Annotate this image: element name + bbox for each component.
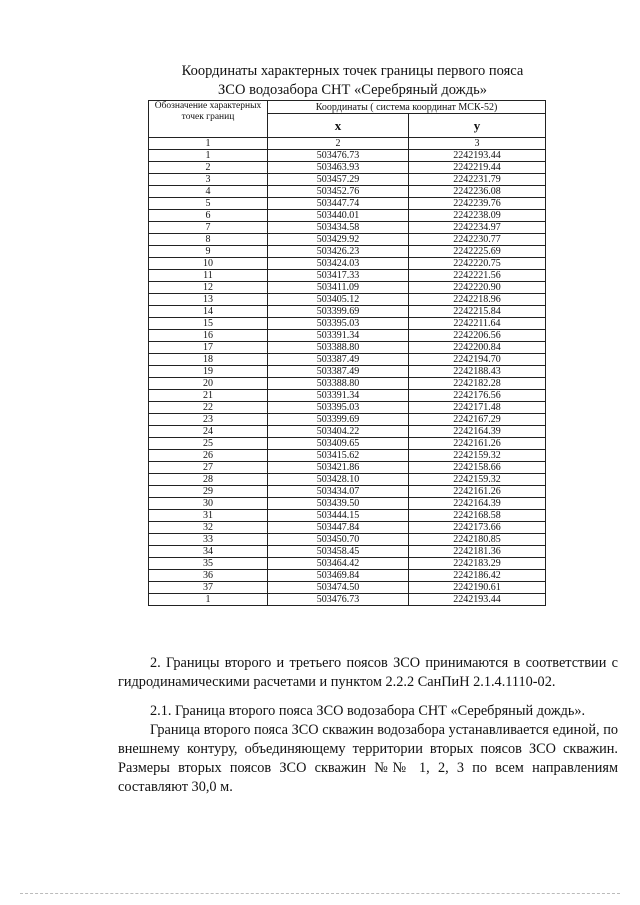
x-coordinate-cell: 503439.50 — [268, 498, 409, 510]
x-coordinate-cell: 503447.84 — [268, 522, 409, 534]
table-row — [149, 210, 546, 222]
table-row — [149, 150, 546, 162]
table-row — [149, 294, 546, 306]
y-coordinate-cell: 2242159.32 — [409, 450, 546, 462]
title-line-2: ЗСО водозабора СНТ «Серебряный дождь» — [218, 82, 487, 98]
document-title — [150, 62, 555, 100]
x-coordinate-cell: 503391.34 — [268, 330, 409, 342]
table-row — [149, 270, 546, 282]
point-number-cell: 6 — [149, 210, 268, 222]
x-coordinate-cell: 503388.80 — [268, 378, 409, 390]
x-coordinate-cell: 503474.50 — [268, 582, 409, 594]
coordinates-table — [148, 100, 546, 606]
x-coordinate-cell: 503469.84 — [268, 570, 409, 582]
numbering-cell: 2 — [268, 138, 409, 150]
y-coordinate-cell: 2242167.29 — [409, 414, 546, 426]
point-number-cell: 31 — [149, 510, 268, 522]
y-coordinate-cell: 2242215.84 — [409, 306, 546, 318]
header-designation: Обозначение характерных точек границ — [149, 101, 268, 138]
x-coordinate-cell: 503440.01 — [268, 210, 409, 222]
y-coordinate-cell: 2242238.09 — [409, 210, 546, 222]
x-coordinate-cell: 503395.03 — [268, 402, 409, 414]
x-coordinate-cell: 503476.73 — [268, 150, 409, 162]
y-coordinate-cell: 2242193.44 — [409, 150, 546, 162]
y-coordinate-cell: 2242158.66 — [409, 462, 546, 474]
x-coordinate-cell: 503405.12 — [268, 294, 409, 306]
table-row — [149, 522, 546, 534]
paragraph-second-zone-heading: 2.1. Граница второго пояса ЗСО водозабора СНТ «Серебряный дождь». — [150, 703, 586, 719]
x-coordinate-cell: 503387.49 — [268, 354, 409, 366]
point-number-cell: 10 — [149, 258, 268, 270]
numbering-cell: 1 — [149, 138, 268, 150]
y-coordinate-cell: 2242161.26 — [409, 438, 546, 450]
table-row — [149, 510, 546, 522]
x-coordinate-cell: 503476.73 — [268, 594, 409, 606]
table-row — [149, 186, 546, 198]
x-coordinate-cell: 503450.70 — [268, 534, 409, 546]
y-coordinate-cell: 2242220.75 — [409, 258, 546, 270]
table-row — [149, 498, 546, 510]
point-number-cell: 23 — [149, 414, 268, 426]
point-number-cell: 20 — [149, 378, 268, 390]
table-row — [149, 390, 546, 402]
point-number-cell: 4 — [149, 186, 268, 198]
point-number-cell: 19 — [149, 366, 268, 378]
table-row — [149, 366, 546, 378]
point-number-cell: 5 — [149, 198, 268, 210]
table-row — [149, 306, 546, 318]
x-coordinate-cell: 503464.42 — [268, 558, 409, 570]
point-number-cell: 9 — [149, 246, 268, 258]
point-number-cell: 36 — [149, 570, 268, 582]
point-number-cell: 8 — [149, 234, 268, 246]
table-row — [149, 582, 546, 594]
x-coordinate-cell: 503391.34 — [268, 390, 409, 402]
y-coordinate-cell: 2242186.42 — [409, 570, 546, 582]
y-coordinate-cell: 2242190.61 — [409, 582, 546, 594]
point-number-cell: 25 — [149, 438, 268, 450]
y-coordinate-cell: 2242236.08 — [409, 186, 546, 198]
y-coordinate-cell: 2242234.97 — [409, 222, 546, 234]
point-number-cell: 1 — [149, 594, 268, 606]
y-coordinate-cell: 2242211.64 — [409, 318, 546, 330]
x-coordinate-cell: 503428.10 — [268, 474, 409, 486]
header-coordinates: Координаты ( система координат МСК-52) — [268, 101, 546, 114]
table-row — [149, 414, 546, 426]
point-number-cell: 24 — [149, 426, 268, 438]
table-row — [149, 318, 546, 330]
point-number-cell: 1 — [149, 150, 268, 162]
x-coordinate-cell: 503388.80 — [268, 342, 409, 354]
point-number-cell: 15 — [149, 318, 268, 330]
y-coordinate-cell: 2242176.56 — [409, 390, 546, 402]
x-coordinate-cell: 503399.69 — [268, 414, 409, 426]
x-coordinate-cell: 503434.58 — [268, 222, 409, 234]
x-coordinate-cell: 503411.09 — [268, 282, 409, 294]
y-coordinate-cell: 2242159.32 — [409, 474, 546, 486]
x-coordinate-cell: 503452.76 — [268, 186, 409, 198]
table-row — [149, 462, 546, 474]
point-number-cell: 14 — [149, 306, 268, 318]
point-number-cell: 26 — [149, 450, 268, 462]
y-coordinate-cell: 2242220.90 — [409, 282, 546, 294]
y-coordinate-cell: 2242230.77 — [409, 234, 546, 246]
table-row — [149, 234, 546, 246]
y-coordinate-cell: 2242218.96 — [409, 294, 546, 306]
point-number-cell: 37 — [149, 582, 268, 594]
table-row — [149, 222, 546, 234]
table-header-row — [149, 101, 546, 114]
y-coordinate-cell: 2242164.39 — [409, 426, 546, 438]
table-row — [149, 330, 546, 342]
table-row — [149, 558, 546, 570]
table-row — [149, 174, 546, 186]
x-coordinate-cell: 503434.07 — [268, 486, 409, 498]
x-coordinate-cell: 503409.65 — [268, 438, 409, 450]
y-coordinate-cell: 2242231.79 — [409, 174, 546, 186]
y-coordinate-cell: 2242221.56 — [409, 270, 546, 282]
table-row — [149, 342, 546, 354]
y-coordinate-cell: 2242181.36 — [409, 546, 546, 558]
x-coordinate-cell: 503415.62 — [268, 450, 409, 462]
x-coordinate-cell: 503387.49 — [268, 366, 409, 378]
point-number-cell: 28 — [149, 474, 268, 486]
point-number-cell: 32 — [149, 522, 268, 534]
y-coordinate-cell: 2242171.48 — [409, 402, 546, 414]
table-row — [149, 438, 546, 450]
point-number-cell: 35 — [149, 558, 268, 570]
y-coordinate-cell: 2242219.44 — [409, 162, 546, 174]
table-row — [149, 594, 546, 606]
x-coordinate-cell: 503463.93 — [268, 162, 409, 174]
table-row — [149, 402, 546, 414]
table-row — [149, 246, 546, 258]
table-row — [149, 546, 546, 558]
point-number-cell: 17 — [149, 342, 268, 354]
y-coordinate-cell: 2242193.44 — [409, 594, 546, 606]
y-coordinate-cell: 2242200.84 — [409, 342, 546, 354]
y-coordinate-cell: 2242182.28 — [409, 378, 546, 390]
y-coordinate-cell: 2242180.85 — [409, 534, 546, 546]
x-coordinate-cell: 503426.23 — [268, 246, 409, 258]
x-coordinate-cell: 503399.69 — [268, 306, 409, 318]
point-number-cell: 18 — [149, 354, 268, 366]
table-row — [149, 486, 546, 498]
table-row — [149, 378, 546, 390]
table-row — [149, 282, 546, 294]
table-row — [149, 426, 546, 438]
point-number-cell: 27 — [149, 462, 268, 474]
point-number-cell: 13 — [149, 294, 268, 306]
point-number-cell: 21 — [149, 390, 268, 402]
table-row — [149, 198, 546, 210]
y-coordinate-cell: 2242194.70 — [409, 354, 546, 366]
table-row — [149, 570, 546, 582]
x-coordinate-cell: 503429.92 — [268, 234, 409, 246]
x-coordinate-cell: 503457.29 — [268, 174, 409, 186]
paragraph-second-zone-boundary: Граница второго пояса ЗСО скважин водозабора устанавливается единой, по внешнему контуру, объединяющему территории вторых поясов ЗСО скважин. Размеры вторых поясов ЗСО скважин №№ 1, 2, 3 по всем направлениям составляют 30,0 м. — [118, 722, 618, 795]
y-coordinate-cell: 2242225.69 — [409, 246, 546, 258]
point-number-cell: 30 — [149, 498, 268, 510]
point-number-cell: 12 — [149, 282, 268, 294]
point-number-cell: 34 — [149, 546, 268, 558]
table-row — [149, 354, 546, 366]
point-number-cell: 29 — [149, 486, 268, 498]
point-number-cell: 7 — [149, 222, 268, 234]
title-line-1: Координаты характерных точек границы первого пояса — [181, 63, 524, 79]
x-coordinate-cell: 503404.22 — [268, 426, 409, 438]
point-number-cell: 22 — [149, 402, 268, 414]
point-number-cell: 3 — [149, 174, 268, 186]
header-x: x — [268, 114, 409, 138]
header-y: у — [409, 114, 546, 138]
table-numbering-row — [149, 138, 546, 150]
table-row — [149, 162, 546, 174]
point-number-cell: 2 — [149, 162, 268, 174]
table-row — [149, 474, 546, 486]
numbering-cell: 3 — [409, 138, 546, 150]
y-coordinate-cell: 2242183.29 — [409, 558, 546, 570]
table-row — [149, 450, 546, 462]
table-row — [149, 534, 546, 546]
y-coordinate-cell: 2242173.66 — [409, 522, 546, 534]
y-coordinate-cell: 2242206.56 — [409, 330, 546, 342]
x-coordinate-cell: 503447.74 — [268, 198, 409, 210]
y-coordinate-cell: 2242164.39 — [409, 498, 546, 510]
x-coordinate-cell: 503424.03 — [268, 258, 409, 270]
y-coordinate-cell: 2242168.58 — [409, 510, 546, 522]
x-coordinate-cell: 503444.15 — [268, 510, 409, 522]
y-coordinate-cell: 2242188.43 — [409, 366, 546, 378]
x-coordinate-cell: 503421.86 — [268, 462, 409, 474]
x-coordinate-cell: 503395.03 — [268, 318, 409, 330]
point-number-cell: 33 — [149, 534, 268, 546]
x-coordinate-cell: 503458.45 — [268, 546, 409, 558]
y-coordinate-cell: 2242239.76 — [409, 198, 546, 210]
paragraph-zones: 2. Границы второго и третьего поясов ЗСО принимаются в соответствии с гидродинамическими расчетами и пунктом 2.2.2 СанПиН 2.1.4.1110-02. — [118, 655, 618, 690]
page-bottom-divider — [20, 893, 620, 894]
table-row — [149, 258, 546, 270]
point-number-cell: 16 — [149, 330, 268, 342]
body-text — [118, 654, 618, 797]
x-coordinate-cell: 503417.33 — [268, 270, 409, 282]
y-coordinate-cell: 2242161.26 — [409, 486, 546, 498]
point-number-cell: 11 — [149, 270, 268, 282]
